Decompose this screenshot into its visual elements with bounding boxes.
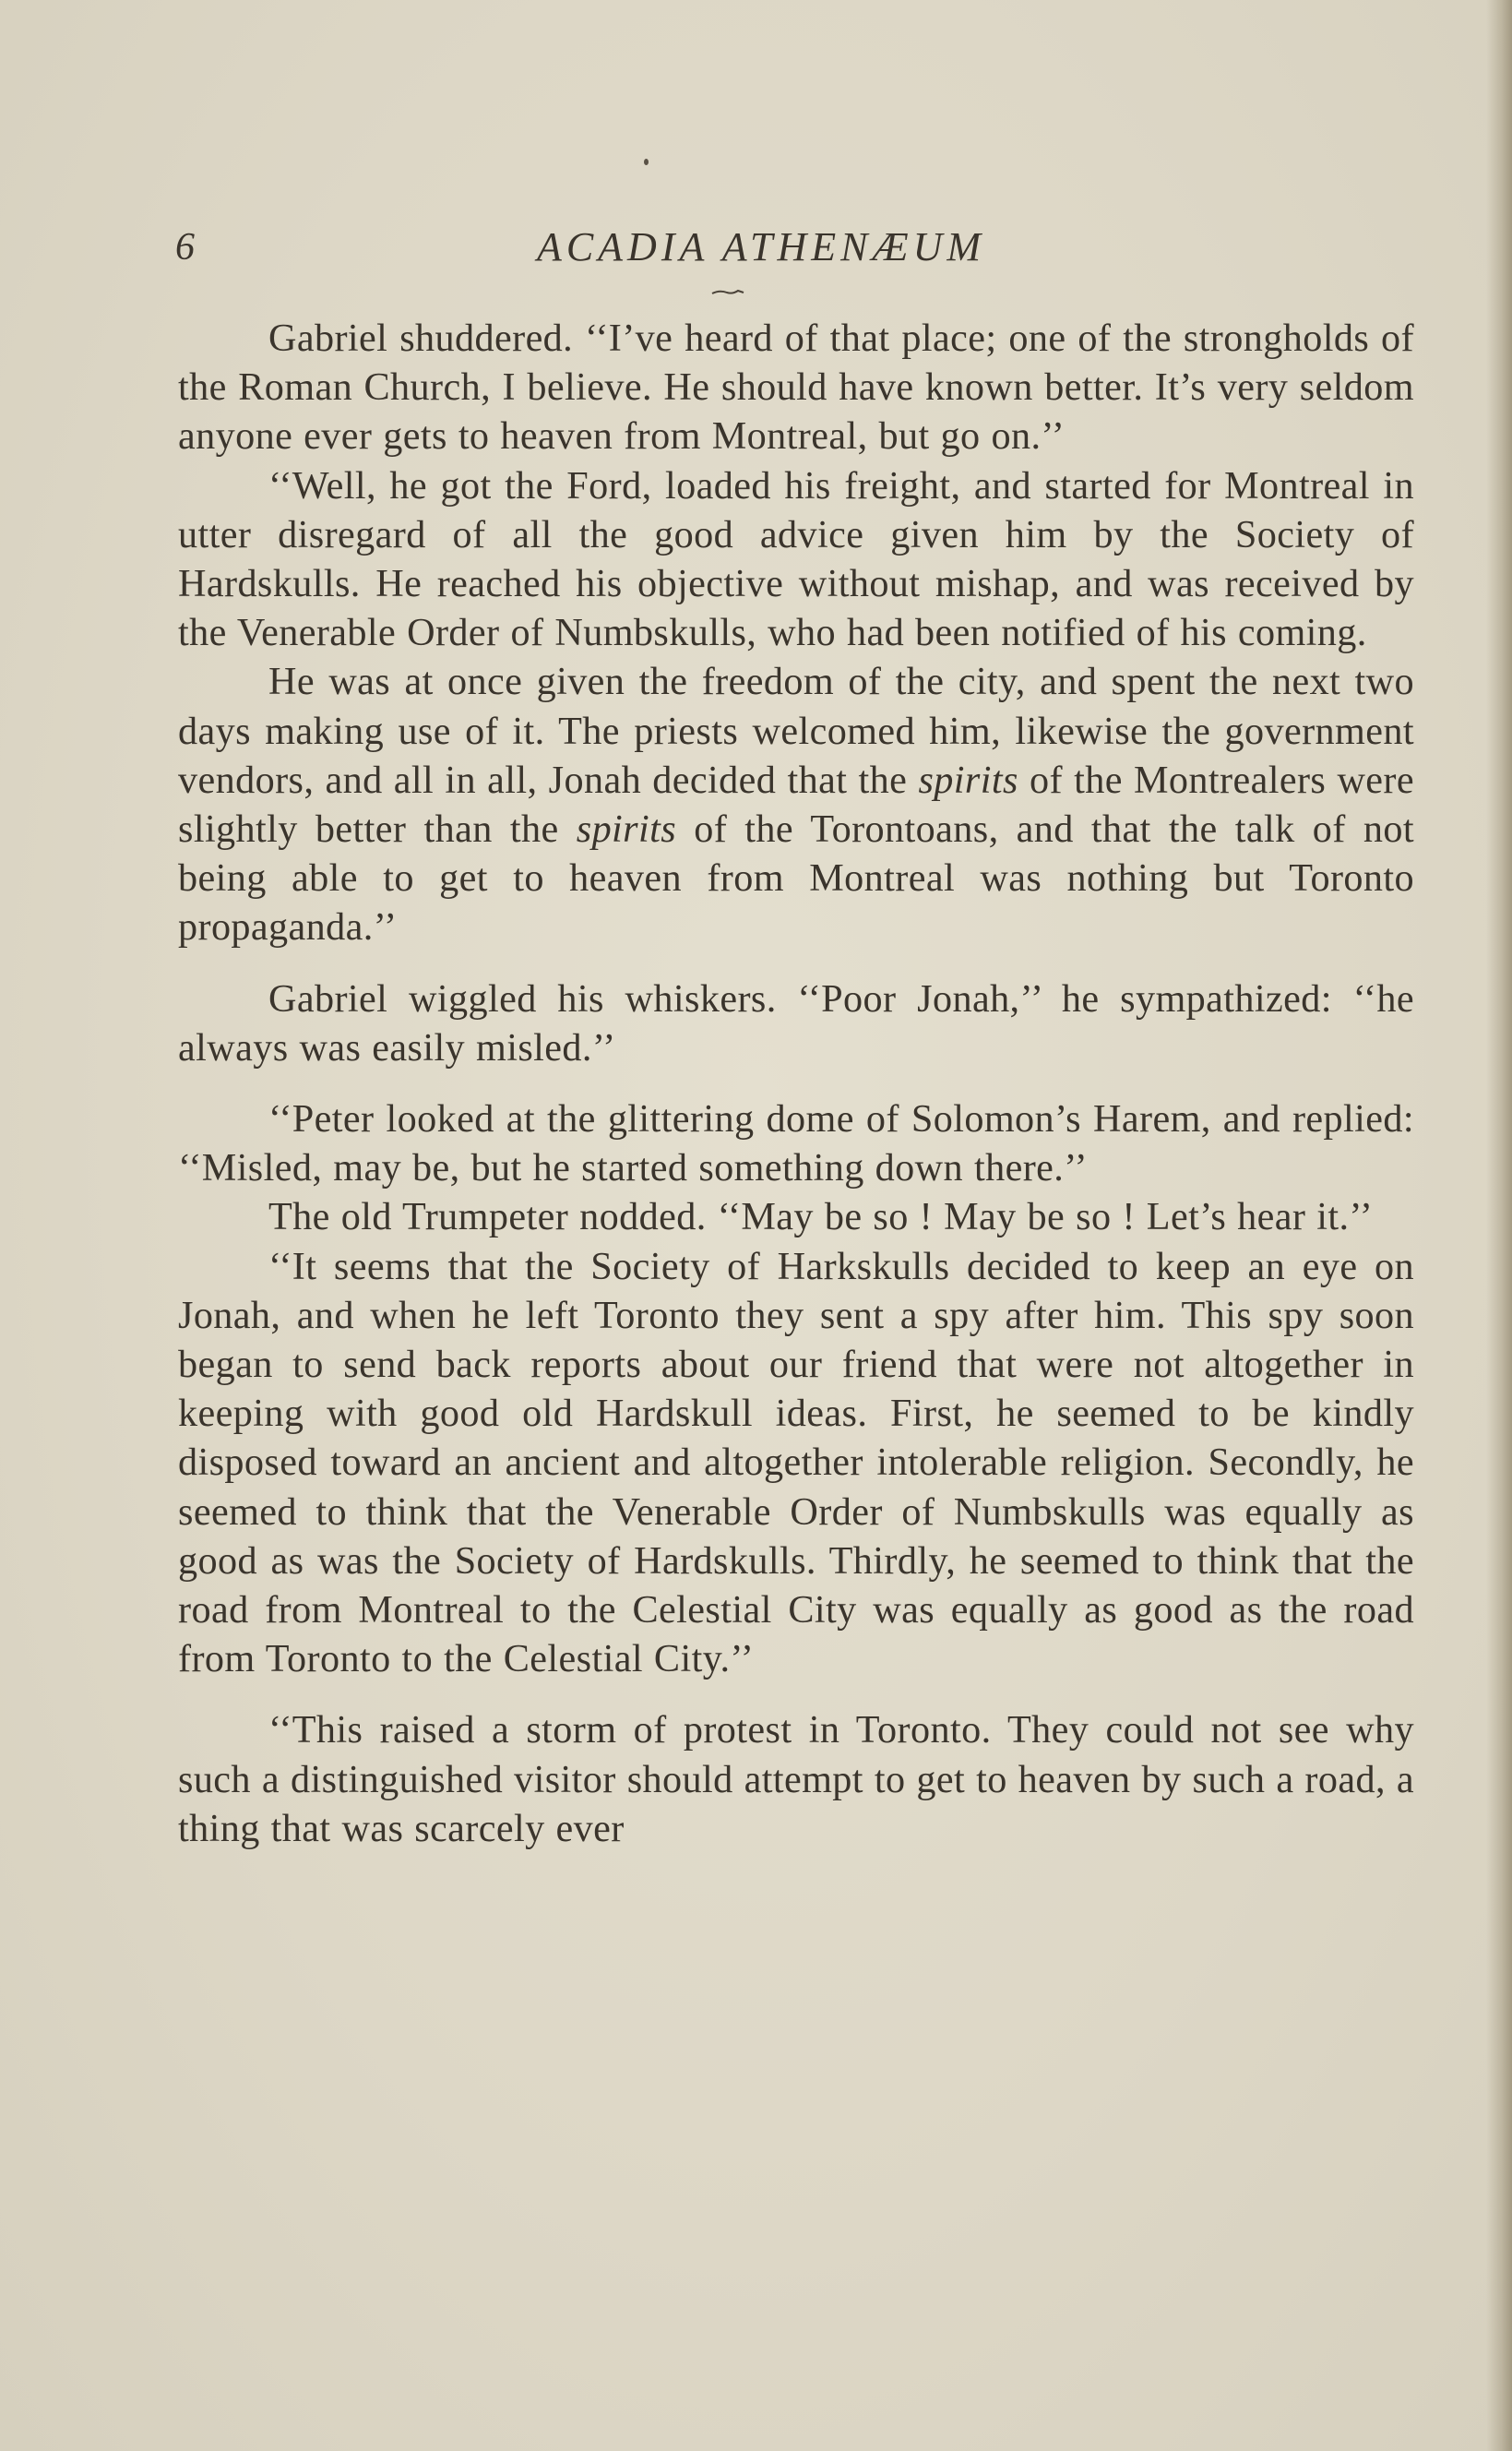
paragraph	[178, 974, 1414, 1072]
body-text	[178, 314, 1414, 1853]
text-run: The old Trumpeter nodded. ‘‘May be so ! May be so ! Let’s hear it.’’	[268, 1195, 1374, 1239]
text-run: of the Torontoans, and that the talk of not being able to get to heaven from Montreal was nothing but Toronto propaganda.’’	[178, 807, 1414, 950]
text-run: ‘‘It seems that the Society of Harkskulls decided to keep an eye on Jonah, and when he left Toronto they sent a spy after him. This spy soon began to send back reports about our friend that were not altogether in keeping with good old Hardskull ideas. First, he seemed to be kindly disposed toward an ancient and altogether intolerable religion. Secondly, he seemed to think that the Venerable Order of Numbskulls was equally as good as was the Society of Hardskulls. Thirdly, he seemed to think that the road from Montreal to the Celestial City was equally as good as the road from Toronto to the Celestial City.’’	[178, 1244, 1414, 1681]
italic-text: spirits	[576, 807, 677, 852]
text-run: ‘‘This raised a storm of protest in Toronto. They could not see why such a distinguished visitor should attempt to get to heaven by such a road, a thing that was scarcely ever	[178, 1708, 1414, 1850]
italic-text: spirits	[918, 758, 1018, 802]
text-run: of the Montrealers were slightly better than the	[178, 758, 1415, 852]
page-number: 6	[175, 226, 195, 269]
paragraph	[178, 1094, 1414, 1192]
text-run: Gabriel wiggled his whiskers. ‘‘Poor Jonah,’’ he sympathized: ‘‘he always was easily misled.’’	[178, 976, 1414, 1070]
ink-speck	[644, 159, 649, 165]
paragraph	[178, 1192, 1414, 1241]
paragraph	[178, 1705, 1414, 1853]
header-ornament-icon	[710, 288, 747, 297]
text-run: ‘‘Well, he got the Ford, loaded his freight, and started for Montreal in utter disregard of all the good advice given him by the Society of Hardskulls. He reached his objective without mishap, and was received by the Venerable Order of Numbskulls, who had been notified of his coming.	[178, 463, 1414, 655]
paragraph	[178, 657, 1414, 951]
paragraph	[178, 461, 1414, 658]
spine-shadow	[1486, 0, 1512, 2451]
text-run: He was at once given the freedom of the city, and spent the next two days making use of it. The priests welcomed him, likewise the government vendors, and all in all, Jonah decided that the	[178, 660, 1414, 802]
text-run: ‘‘Peter looked at the glittering dome of Solomon’s Harem, and replied: ‘‘Misled, may be, but he started something down there.’’	[178, 1097, 1414, 1190]
text-run: Gabriel shuddered. ‘‘I’ve heard of that place; one of the strongholds of the Roman Church, I believe. He should have known better. It’s very seldom anyone ever gets to heaven from Montreal, but go on.’’	[178, 317, 1414, 459]
page-header	[175, 220, 1411, 275]
running-title: ACADIA ATHENÆUM	[536, 224, 986, 269]
paragraph	[178, 1242, 1414, 1684]
paragraph	[178, 314, 1414, 461]
